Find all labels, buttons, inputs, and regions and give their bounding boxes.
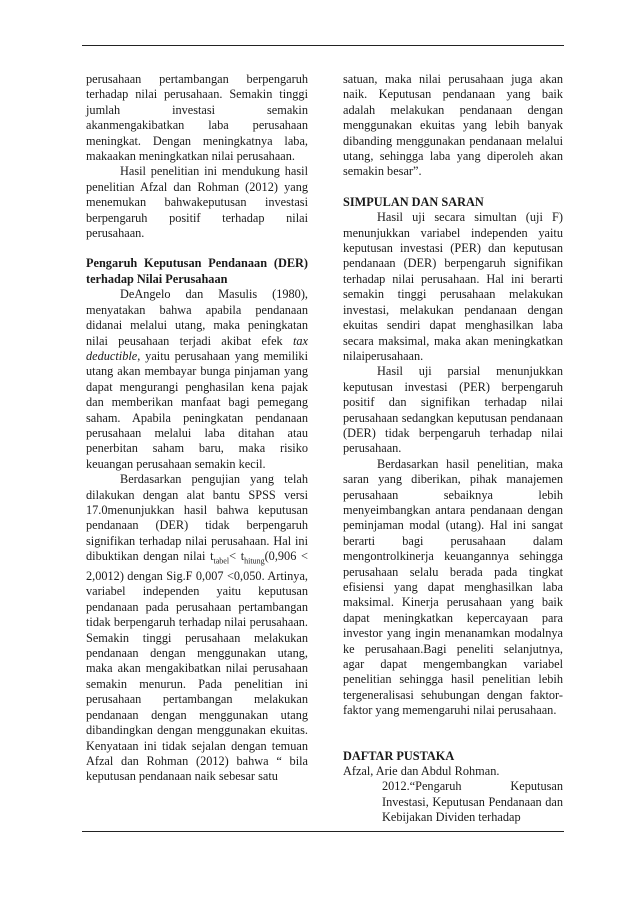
section-heading-der: Pengaruh Keputusan Pendanaan (DER) terhadap Nilai Perusahaan <box>86 256 308 286</box>
section-heading-simpulan: SIMPULAN DAN SARAN <box>343 194 484 209</box>
footer-rule <box>82 831 564 832</box>
paragraph: Hasil penelitian ini mendukung hasil penelitian Afzal dan Rohman (2012) yang menemukan bahwakeputusan investasi berpengaruh positif terhadap nilai perusahaan. <box>86 164 308 241</box>
paragraph: perusahaan pertambangan berpengaruh terhadap nilai perusahaan. Semakin tinggi jumlah investasi semakin akanmengakibatkan laba perusahaan meningkat. Dengan meningkatnya laba, makaakan meningkatkan nilai perusahaan. <box>86 72 308 164</box>
subscript-tabel: tabel <box>213 556 230 566</box>
reference-title: 2012.“Pengaruh Keputusan Investasi, Keputusan Pendanaan dan Kebijakan Dividen terhadap <box>382 779 563 825</box>
subscript-hitung: hitung <box>244 556 265 566</box>
paragraph: Hasil uji secara simultan (uji F) menunjukkan variabel independen yaitu keputusan investasi (PER) dan keputusan pendanaan (DER) berpengaruh signifikan terhadap nilai perusahaan. Hal ini berarti semakin tinggi perusahaan melakukan investasi, melakukan pendanaan dengan ekuitas sendiri dapat menghasilkan laba secara maksimal, maka akan meningkatkan nilaiperusahaan. <box>343 210 563 363</box>
header-rule <box>82 45 564 46</box>
paragraph: satuan, maka nilai perusahaan juga akan naik. Keputusan pendanaan yang baik adalah melakukan pendanaan dengan menggunakan ekuitas yang lebih banyak dibanding menggunakan pendanaan melalui utang, sehingga laba yang diperoleh akan semakin besar”. <box>343 72 563 179</box>
paragraph: Berdasarkan pengujian yang telah dilakukan dengan alat bantu SPSS versi 17.0menunjukkan hasil bahwa keputusan pendanaan (DER) tidak berpengaruh signifikan terhadap nilai perusahaan. Hal ini dibuktikan dengan nilai $t_{tabel}< t_{hitung}(0,906 < 2,0012)$ dengan Sig.F 0,007 <0,050. Artinya, variabel independen yaitu keputusan pendanaan pada perusahaan pertambangan tidak berpengaruh terhadap nilai perusahaan. Semakin tinggi perusahaan melakukan pendanaan dengan menggunakan utang, maka akan mengakibatkan nilai perusahaan semakin menurun. Pada penelitian ini perusahaan pertambangan melakukan pendanaan dengan menggunakan utang dibandingkan dengan menggunakan ekuitas. Kenyataan ini tidak sejalan dengan temuan Afzal dan Rohman (2012) bahwa “ bila keputusan pendanaan naik sebesar satu <box>86 472 308 784</box>
paragraph: Berdasarkan hasil penelitian, maka saran yang diberikan, pihak manajemen perusahaan sebaiknya lebih menyeimbangkan antara pendanaan dengan peminjaman modal (utang). Hal ini sangat berarti bagi perusahaan dalam mengontrolkinerja keuangannya sehingga perusahaan selalu berada pada tingkat efisiensi yang dapat menghasilkan laba maksimal. Kinerja perusahaan yang baik dapat meningkatkan kepercayaan para investor yang ingin menanamkan modalnya ke perusahaan.Bagi peneliti selanjutnya, agar dapat mengembangkan variabel penelitian sehingga hasil penelitian lebih tergeneralisasi sehubungan dengan faktor-faktor yang memengaruhi nilai perusahaan. <box>343 456 563 718</box>
left-column <box>86 72 308 785</box>
reference-entry <box>343 764 563 826</box>
paragraph: DeAngelo dan Masulis (1980), menyatakan bahwa apabila pendanaan didanai melalui utang, maka peningkatan nilai peusahaan terjadi akibat efek tax deductible, yaitu perusahaan yang memiliki utang akan membayar bunga pinjaman yang dapat mengurangi penghasilan kena pajak dan memberikan manfaat bagi pemegang saham. Apabila peningkatan pendanaan perusahaan melalui laba ditahan atau penerbitan saham baru, maka risiko keuangan perusahaan semakin kecil. <box>86 287 308 471</box>
paragraph: Hasil uji parsial menunjukkan keputusan investasi (PER) berpengaruh positif dan signifikan terhadap nilai perusahaan sedangkan keputusan pendanaan (DER) tidak berpengaruh terhadap nilai perusahaan. <box>343 364 563 456</box>
reference-authors: Afzal, Arie dan Abdul Rohman. <box>343 764 500 779</box>
right-column <box>343 72 563 826</box>
section-heading-daftar-pustaka: DAFTAR PUSTAKA <box>343 748 455 763</box>
italic-term: tax deductible <box>86 333 308 363</box>
